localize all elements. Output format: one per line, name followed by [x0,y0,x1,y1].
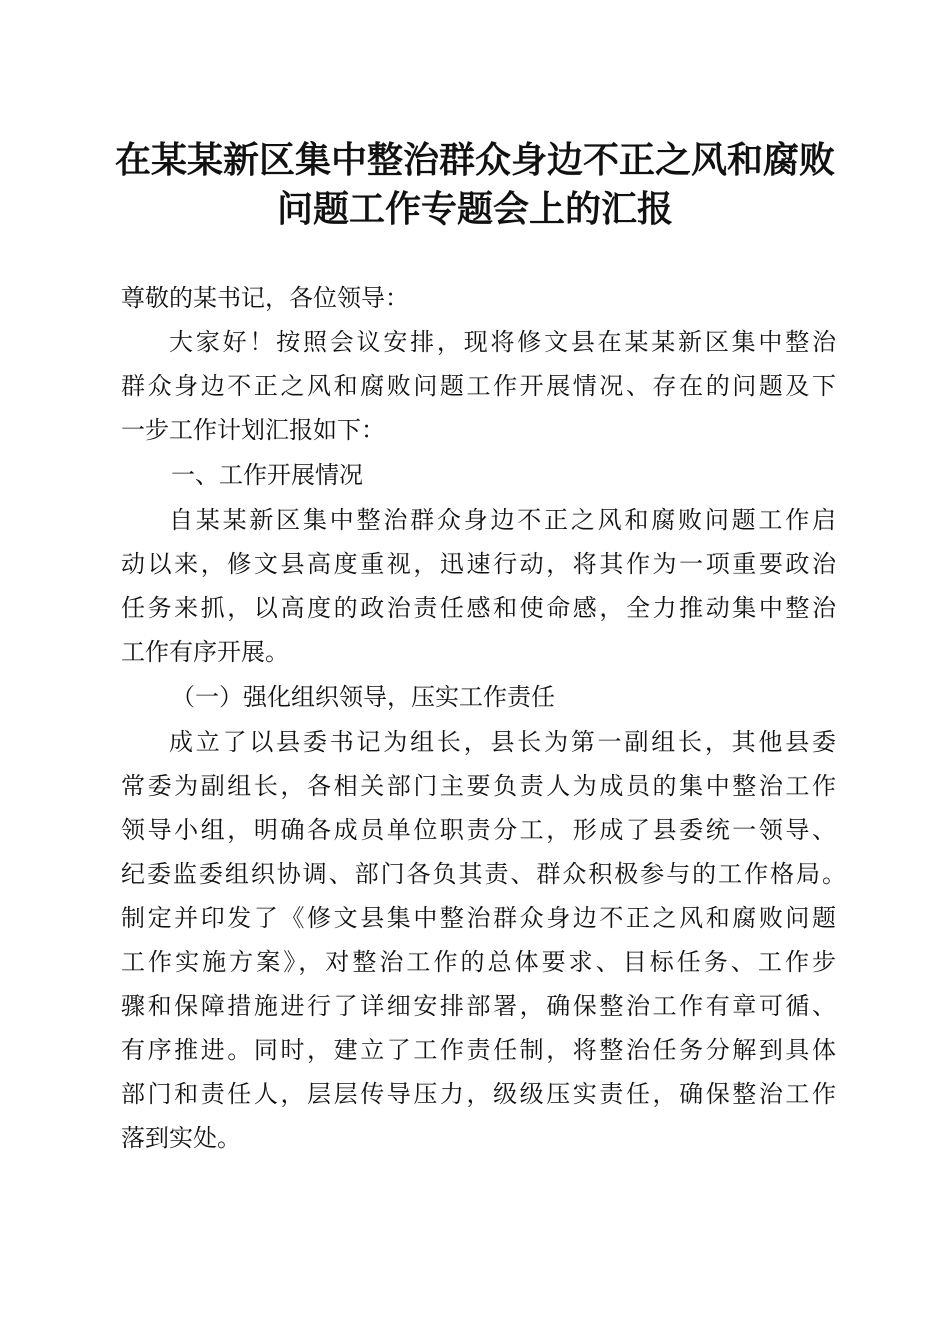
paragraph-line: 部门和责任人，层层传导压力，级级压实责任，确保整治工作 [121,1080,836,1108]
paragraph-line: 动以来，修文县高度重视，迅速行动，将其作为一项重要政治 [121,550,836,578]
paragraph-line: 工作实施方案》，对整治工作的总体要求、目标任务、工作步 [121,948,836,976]
intro-line: 大家好！按照会议安排，现将修文县在某某新区集中整治 [169,328,836,356]
intro-line: 一步工作计划汇报如下： [121,416,385,444]
subsection-heading-1: （一）强化组织领导，压实工作责任 [171,683,555,711]
paragraph-line: 落到实处。 [121,1124,241,1152]
paragraph-line: 骤和保障措施进行了详细安排部署，确保整治工作有章可循、 [121,992,836,1020]
salutation: 尊敬的某书记，各位领导： [121,284,409,312]
paragraph-line: 任务来抓，以高度的政治责任感和使命感，全力推动集中整治 [121,594,836,622]
paragraph-line: 纪委监委组织协调、部门各负其责、群众积极参与的工作格局。 [121,860,846,888]
paragraph-line: 自某某新区集中整治群众身边不正之风和腐败问题工作启 [169,506,836,534]
intro-line: 群众身边不正之风和腐败问题工作开展情况、存在的问题及下 [121,372,836,400]
paragraph-line: 制定并印发了《修文县集中整治群众身边不正之风和腐败问题 [121,904,836,932]
document-title-line-2: 问题工作专题会上的汇报 [276,188,673,230]
paragraph-line: 成立了以县委书记为组长，县长为第一副组长，其他县委 [169,728,836,756]
paragraph-line: 领导小组，明确各成员单位职责分工，形成了县委统一领导、 [121,816,836,844]
document-title-line-1: 在某某新区集中整治群众身边不正之风和腐败 [114,139,835,181]
paragraph-line: 常委为副组长，各相关部门主要负责人为成员的集中整治工作 [121,772,836,800]
paragraph-line: 工作有序开展。 [121,638,289,666]
section-heading-1: 一、工作开展情况 [171,461,363,489]
paragraph-line: 有序推进。同时，建立了工作责任制，将整治任务分解到具体 [121,1036,836,1064]
